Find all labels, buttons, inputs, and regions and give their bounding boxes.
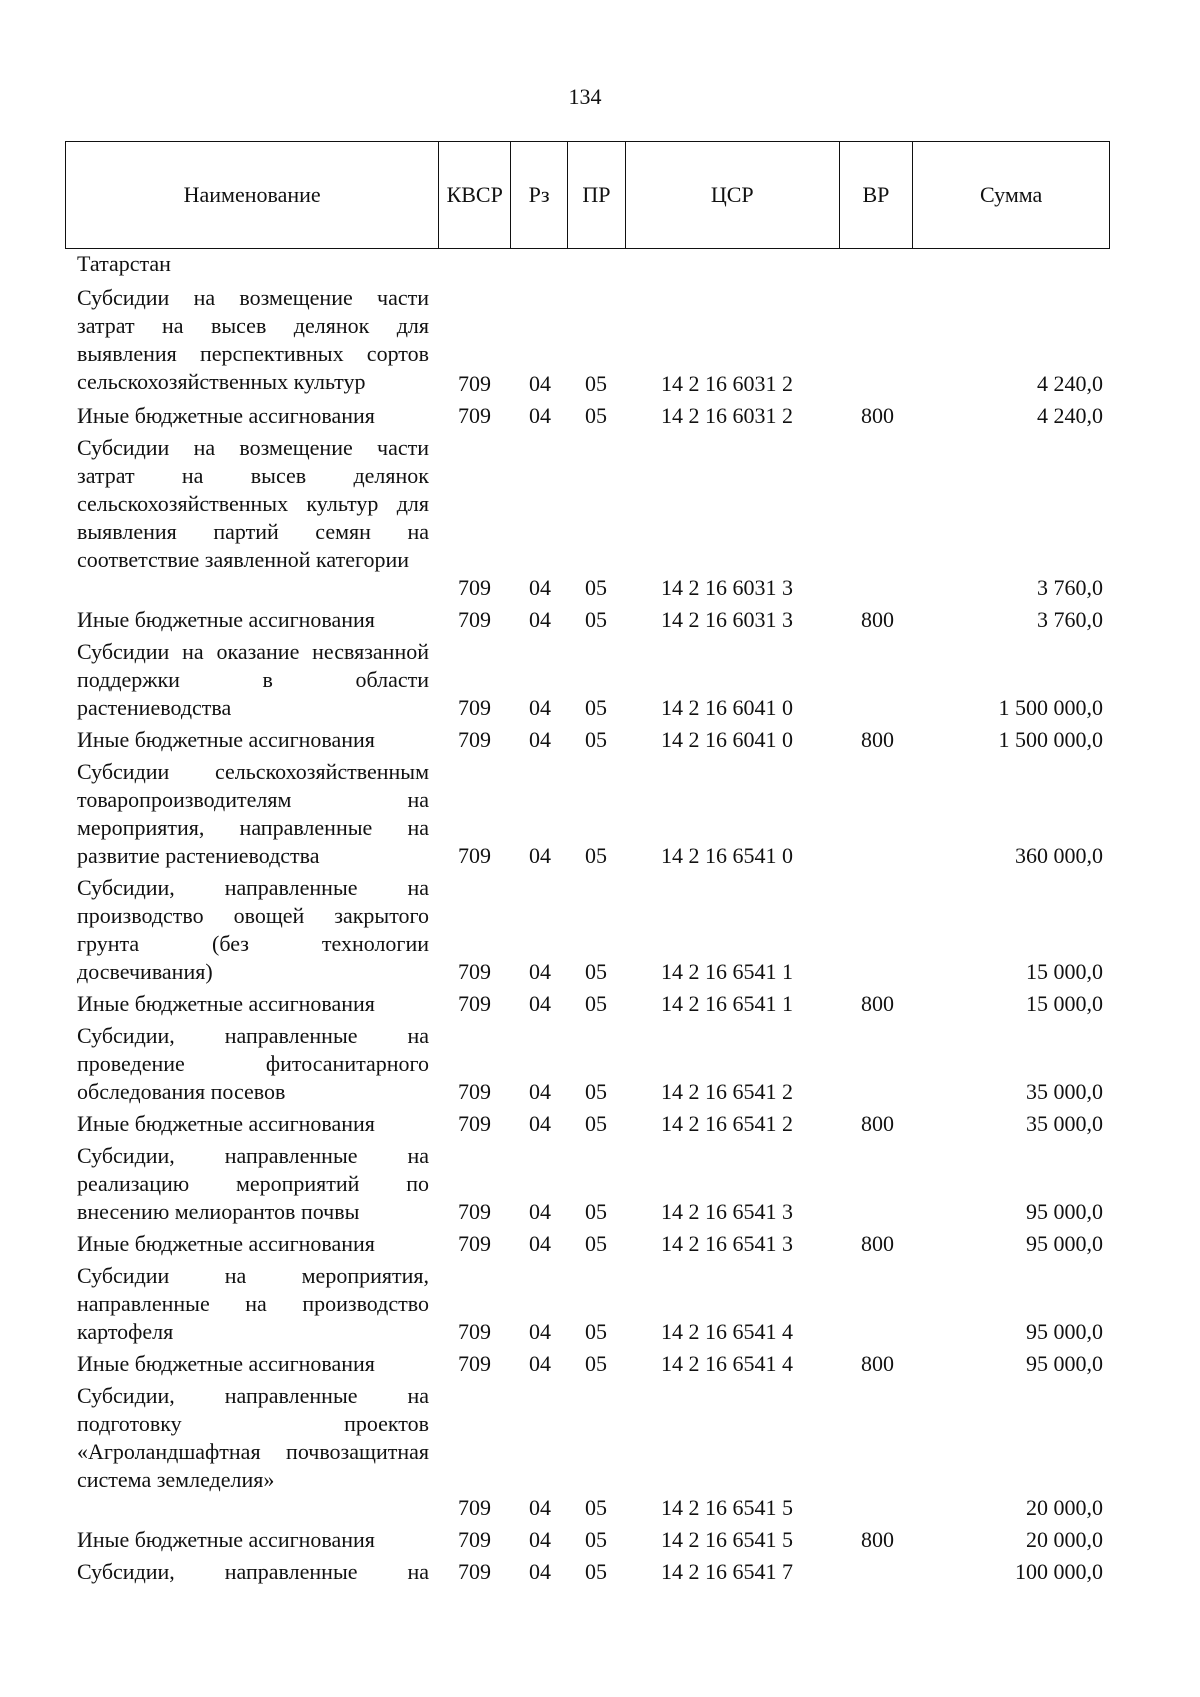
header-kvsr: КВСР: [439, 142, 511, 248]
row-pr: 05: [585, 1319, 607, 1344]
table-row: [0, 1522, 1200, 1554]
row-sum: 1 500 000,0: [998, 727, 1103, 752]
header-rz: Рз: [511, 142, 568, 248]
row-sum: 1 500 000,0: [998, 695, 1103, 720]
header-name: Наименование: [66, 142, 439, 248]
row-kvsr: 709: [458, 1319, 491, 1344]
row-name: Иные бюджетные ассигнования: [77, 403, 375, 428]
row-name: Субсидии, направленные на производство овощей закрытого грунта (без технологии досвечивания): [77, 875, 429, 984]
row-csr: 14 2 16 6541 2: [661, 1111, 793, 1136]
row-csr: 14 2 16 6541 5: [661, 1527, 793, 1552]
row-rz: 04: [529, 371, 551, 396]
row-sum: 4 240,0: [1037, 403, 1103, 428]
row-rz: 04: [529, 727, 551, 752]
row-kvsr: 709: [458, 991, 491, 1016]
row-csr: 14 2 16 6541 1: [661, 991, 793, 1016]
row-kvsr: 709: [458, 371, 491, 396]
row-rz: 04: [529, 607, 551, 632]
row-pr: 05: [585, 1231, 607, 1256]
table-row: [0, 250, 1200, 281]
row-kvsr: 709: [458, 695, 491, 720]
row-csr: 14 2 16 6541 1: [661, 959, 793, 984]
row-csr: 14 2 16 6541 0: [661, 843, 793, 868]
table-row: [0, 1226, 1200, 1258]
table-row: [0, 1106, 1200, 1138]
row-rz: 04: [529, 991, 551, 1016]
table-row: [0, 602, 1200, 634]
row-name: Иные бюджетные ассигнования: [77, 1231, 375, 1256]
row-rz: 04: [529, 1351, 551, 1376]
table-row: [0, 281, 1200, 398]
row-csr: 14 2 16 6541 4: [661, 1319, 793, 1344]
row-sum: 100 000,0: [1015, 1559, 1103, 1584]
row-csr: 14 2 16 6541 7: [661, 1559, 793, 1584]
row-vr: 800: [861, 1231, 894, 1256]
row-vr: 800: [861, 1351, 894, 1376]
row-rz: 04: [529, 959, 551, 984]
row-sum: 15 000,0: [1026, 991, 1103, 1016]
row-name: Иные бюджетные ассигнования: [77, 1351, 375, 1376]
row-rz: 04: [529, 695, 551, 720]
row-rz: 04: [529, 1319, 551, 1344]
row-rz: 04: [529, 1559, 551, 1584]
row-kvsr: 709: [458, 575, 491, 600]
row-sum: 35 000,0: [1026, 1079, 1103, 1104]
page-number: 134: [568, 84, 602, 109]
row-rz: 04: [529, 1079, 551, 1104]
row-name: Субсидии, направленные на проведение фитосанитарного обследования посевов: [77, 1023, 429, 1104]
row-sum: 20 000,0: [1026, 1527, 1103, 1552]
row-kvsr: 709: [458, 1199, 491, 1224]
row-sum: 15 000,0: [1026, 959, 1103, 984]
table-row: [0, 986, 1200, 1018]
row-kvsr: 709: [458, 727, 491, 752]
row-name: Иные бюджетные ассигнования: [77, 1527, 375, 1552]
row-pr: 05: [585, 403, 607, 428]
row-sum: 4 240,0: [1037, 371, 1103, 396]
row-pr: 05: [585, 1199, 607, 1224]
row-csr: 14 2 16 6541 2: [661, 1079, 793, 1104]
row-pr: 05: [585, 607, 607, 632]
row-kvsr: 709: [458, 1111, 491, 1136]
row-pr: 05: [585, 1079, 607, 1104]
row-kvsr: 709: [458, 1559, 491, 1584]
row-name: Субсидии сельскохозяйственным товаропроизводителям на мероприятия, направленные на развитие растениеводства: [77, 759, 429, 868]
table-header: [65, 141, 1110, 249]
row-pr: 05: [585, 1559, 607, 1584]
row-name: Иные бюджетные ассигнования: [77, 727, 375, 752]
header-pr: ПР: [568, 142, 626, 248]
row-rz: 04: [529, 1527, 551, 1552]
row-pr: 05: [585, 1111, 607, 1136]
row-name: Субсидии на возмещение части затрат на высев делянок сельскохозяйственных культур для выявления партий семян на соответствие заявленной категории: [77, 435, 429, 572]
row-sum: 95 000,0: [1026, 1199, 1103, 1224]
table-row: [0, 1378, 1200, 1522]
table-row: [0, 430, 1200, 602]
header-vr: ВР: [840, 142, 914, 248]
row-pr: 05: [585, 991, 607, 1016]
row-kvsr: 709: [458, 1495, 491, 1520]
row-vr: 800: [861, 403, 894, 428]
row-pr: 05: [585, 371, 607, 396]
row-kvsr: 709: [458, 1079, 491, 1104]
row-pr: 05: [585, 1527, 607, 1552]
row-kvsr: 709: [458, 1527, 491, 1552]
row-sum: 95 000,0: [1026, 1319, 1103, 1344]
row-rz: 04: [529, 843, 551, 868]
table-row: [0, 754, 1200, 870]
row-csr: 14 2 16 6541 5: [661, 1495, 793, 1520]
row-pr: 05: [585, 1351, 607, 1376]
row-pr: 05: [585, 843, 607, 868]
row-csr: 14 2 16 6541 4: [661, 1351, 793, 1376]
row-rz: 04: [529, 1111, 551, 1136]
row-name: Субсидии на мероприятия, направленные на производство картофеля: [77, 1263, 429, 1344]
row-rz: 04: [529, 1231, 551, 1256]
row-csr: 14 2 16 6031 2: [661, 403, 793, 428]
row-name: Субсидии на возмещение части затрат на высев делянок для выявления перспективных сортов сельскохозяйственных культур: [77, 285, 429, 394]
row-rz: 04: [529, 1199, 551, 1224]
row-sum: 95 000,0: [1026, 1231, 1103, 1256]
row-csr: 14 2 16 6031 2: [661, 371, 793, 396]
row-pr: 05: [585, 959, 607, 984]
row-csr: 14 2 16 6031 3: [661, 575, 793, 600]
row-kvsr: 709: [458, 403, 491, 428]
row-name: Иные бюджетные ассигнования: [77, 991, 375, 1016]
row-pr: 05: [585, 695, 607, 720]
row-name: Субсидии, направленные на: [77, 1559, 429, 1584]
row-vr: 800: [861, 727, 894, 752]
row-name: Субсидии, направленные на подготовку проектов «Агроландшафтная почвозащитная система земледелия»: [77, 1383, 429, 1492]
row-csr: 14 2 16 6541 3: [661, 1231, 793, 1256]
row-sum: 3 760,0: [1037, 607, 1103, 632]
row-kvsr: 709: [458, 959, 491, 984]
row-csr: 14 2 16 6041 0: [661, 727, 793, 752]
row-name: Татарстан: [77, 251, 171, 276]
row-kvsr: 709: [458, 843, 491, 868]
row-name: Иные бюджетные ассигнования: [77, 1111, 375, 1136]
row-vr: 800: [861, 991, 894, 1016]
row-name: Субсидии, направленные на реализацию мероприятий по внесению мелиорантов почвы: [77, 1143, 429, 1224]
table-row: [0, 1346, 1200, 1378]
table-row: [0, 634, 1200, 722]
row-name: Субсидии на оказание несвязанной поддержки в области растениеводства: [77, 639, 429, 720]
row-csr: 14 2 16 6031 3: [661, 607, 793, 632]
row-rz: 04: [529, 575, 551, 600]
row-name: Иные бюджетные ассигнования: [77, 607, 375, 632]
row-csr: 14 2 16 6541 3: [661, 1199, 793, 1224]
table-row: [0, 1018, 1200, 1106]
table-row: [0, 398, 1200, 430]
header-sum: Сумма: [980, 182, 1043, 207]
row-csr: 14 2 16 6041 0: [661, 695, 793, 720]
table-row: [0, 1258, 1200, 1346]
table-row: [0, 870, 1200, 986]
row-kvsr: 709: [458, 1351, 491, 1376]
row-sum: 360 000,0: [1015, 843, 1103, 868]
table-row: [0, 1554, 1200, 1586]
row-pr: 05: [585, 727, 607, 752]
row-sum: 35 000,0: [1026, 1111, 1103, 1136]
row-sum: 20 000,0: [1026, 1495, 1103, 1520]
row-pr: 05: [585, 1495, 607, 1520]
row-kvsr: 709: [458, 1231, 491, 1256]
row-vr: 800: [861, 1527, 894, 1552]
header-csr: ЦСР: [626, 142, 840, 248]
table-body: [0, 250, 1200, 1586]
table-row: [0, 722, 1200, 754]
row-sum: 95 000,0: [1026, 1351, 1103, 1376]
row-sum: 3 760,0: [1037, 575, 1103, 600]
row-pr: 05: [585, 575, 607, 600]
row-kvsr: 709: [458, 607, 491, 632]
row-vr: 800: [861, 1111, 894, 1136]
row-vr: 800: [861, 607, 894, 632]
row-rz: 04: [529, 403, 551, 428]
row-rz: 04: [529, 1495, 551, 1520]
table-row: [0, 1138, 1200, 1226]
